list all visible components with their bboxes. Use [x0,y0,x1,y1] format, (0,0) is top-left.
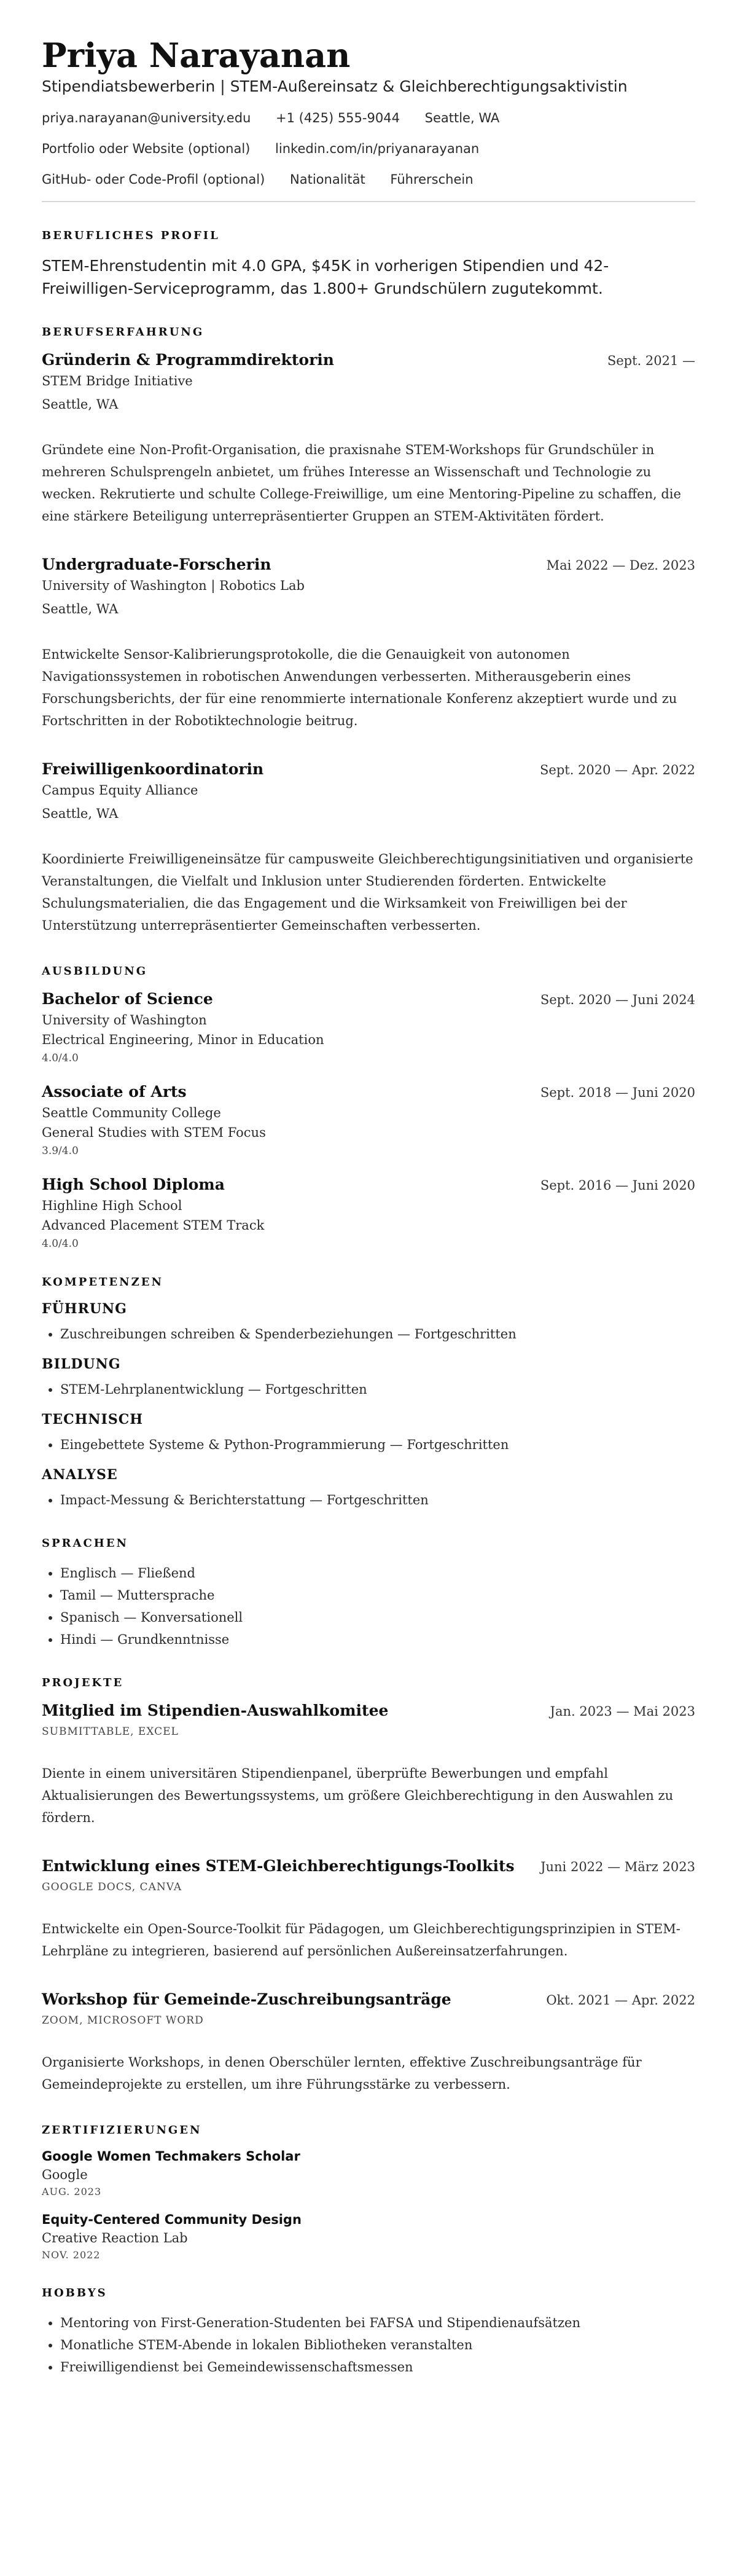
skill-category: ANALYSE [42,1467,118,1483]
candidate-name: Priya Narayanan [42,36,351,75]
language-list [42,1562,695,1651]
contact-row-3 [42,170,695,189]
projects-section [42,1676,695,2095]
hobby-item: • Monatliche STEM-Abende in lokalen Bibliotheken veranstalten [60,2334,695,2356]
job-title: Freiwilligenkoordinatorin [42,760,264,778]
certification-date: NOV. 2022 [42,2249,101,2261]
job-dates: Mai 2022 — Dez. 2023 [546,558,695,573]
contact-github[interactable]: GitHub- oder Code-Profil (optional) [42,172,265,187]
project-dates: Okt. 2021 — Apr. 2022 [546,1993,695,2008]
certifications-section [42,2124,695,2261]
certification-date: AUG. 2023 [42,2186,102,2197]
certifications-heading: ZERTIFIZIERUNGEN [42,2124,202,2137]
contact-portfolio[interactable]: Portfolio oder Website (optional) [42,141,251,156]
school-name: University of Washington [42,1013,207,1027]
job-organization: University of Washington | Robotics Lab [42,578,305,593]
gpa-value: 3.9/4.0 [42,1145,79,1157]
project-title: Entwicklung eines STEM-Gleichberechtigungs-Toolkits [42,1857,515,1875]
project-dates: Jan. 2023 — Mai 2023 [550,1704,695,1719]
certification-issuer: Google [42,2167,88,2182]
field-of-study: Advanced Placement STEM Track [42,1218,265,1233]
projects-heading: PROJEKTE [42,1676,124,1689]
education-entry [42,1176,695,1250]
job-dates: Sept. 2020 — Apr. 2022 [540,763,695,777]
project-entry [42,1702,695,1829]
gpa-value: 4.0/4.0 [42,1238,79,1250]
experience-entry [42,556,695,732]
skill-item: • Impact-Messung & Berichterstattung — Fortgeschritten [60,1489,695,1511]
certification-name: Equity-Centered Community Design [42,2212,302,2227]
skill-item: • Eingebettete Systeme & Python-Programmierung — Fortgeschritten [60,1434,695,1456]
experience-entry [42,760,695,937]
skill-item: • STEM-Lehrplanentwicklung — Fortgeschritten [60,1378,695,1400]
skills-heading: KOMPETENZEN [42,1276,163,1289]
experience-section [42,326,695,937]
project-tools: SUBMITTABLE, EXCEL [42,1726,179,1738]
profile-heading: BERUFLICHES PROFIL [42,229,220,242]
project-description: Organisierte Workshops, in denen Oberschüler lernten, effektive Zuschreibungsanträge für Gemeindeprojekte zu erstellen, um ihre Führungsstärke zu verbessern. [42,2055,642,2092]
job-location: Seattle, WA [42,397,119,412]
certification-entry [42,2149,695,2197]
skill-category: FÜHRUNG [42,1301,127,1317]
degree-dates: Sept. 2016 — Juni 2020 [540,1178,695,1193]
skill-list [42,1434,695,1456]
field-of-study: Electrical Engineering, Minor in Education [42,1032,324,1047]
contact-row-2 [42,139,695,158]
language-item: • Englisch — Fließend [60,1562,695,1584]
contact-nationality: Nationalität [290,172,365,187]
education-entry [42,990,695,1064]
candidate-headline: Stipendiatsbewerberin | STEM-Außereinsatz & Gleichberechtigungsaktivistin [42,77,628,95]
degree-title: Associate of Arts [42,1083,187,1101]
school-name: Seattle Community College [42,1105,221,1120]
job-description: Gründete eine Non-Profit-Organisation, die praxisnahe STEM-Workshops für Grundschüler in mehreren Schulsprengeln anbietet, um frühes Interesse an Wissenschaft und Technologie zu wecken. Rekrutierte und schulte College-Freiwillige, um eine Mentoring-Pipeline zu schaffen, die eine stärkere Beteiligung unterrepräsentierter Gruppen an STEM-Aktivitäten fördert. [42,442,681,524]
job-title: Undergraduate-Forscherin [42,556,271,573]
project-dates: Juni 2022 — März 2023 [540,1859,695,1874]
header-divider [42,201,695,202]
contact-linkedin[interactable]: linkedin.com/in/priyanarayanan [275,141,480,156]
project-description: Diente in einem universitären Stipendienpanel, überprüfte Bewerbungen und empfahl Aktualisierungen des Bewertungssystems, um größere Gleichberechtigung in den Auswahlen zu fördern. [42,1766,674,1825]
language-item: • Spanisch — Konversationell [60,1606,695,1628]
hobby-item: • Freiwilligendienst bei Gemeindewissenschaftsmessen [60,2356,695,2378]
hobby-item: • Mentoring von First-Generation-Studenten bei FAFSA und Stipendienaufsätzen [60,2312,695,2334]
job-description: Entwickelte Sensor-Kalibrierungsprotokolle, die die Genauigkeit von autonomen Navigationssystemen in robotischen Anwendungen verbesserten. Mitherausgeberin eines Forschungsberichts, der für eine renommierte internationale Konferenz akzeptiert wurde und zu Fortschritten in der Robotiktechnologie beitrug. [42,647,677,728]
hobby-list [42,2312,695,2378]
school-name: Highline High School [42,1198,182,1213]
skills-section [42,1276,695,1511]
language-item: • Tamil — Muttersprache [60,1584,695,1606]
job-title: Gründerin & Programmdirektorin [42,351,334,369]
project-description: Entwickelte ein Open-Source-Toolkit für Pädagogen, um Gleichberechtigungsprinzipien in STEM-Lehrpläne zu integrieren, basierend auf persönlichen Außereinsatzerfahrungen. [42,1922,680,1958]
job-organization: Campus Equity Alliance [42,783,198,798]
project-title: Mitglied im Stipendien-Auswahlkomitee [42,1702,389,1719]
certification-issuer: Creative Reaction Lab [42,2231,188,2245]
degree-title: Bachelor of Science [42,990,213,1008]
job-organization: STEM Bridge Initiative [42,374,193,388]
hobbies-heading: HOBBYS [42,2287,107,2299]
skill-category: BILDUNG [42,1356,121,1372]
hobbies-section [42,2287,695,2378]
experience-entry [42,351,695,527]
languages-heading: SPRACHEN [42,1537,128,1550]
contact-phone[interactable]: +1 (425) 555-9044 [276,111,400,125]
contact-email[interactable]: priya.narayanan@university.edu [42,111,251,125]
profile-section [42,229,695,300]
skill-item: • Zuschreibungen schreiben & Spenderbeziehungen — Fortgeschritten [60,1323,695,1345]
education-heading: AUSBILDUNG [42,965,148,978]
skill-list [42,1489,695,1511]
degree-dates: Sept. 2018 — Juni 2020 [540,1085,695,1100]
job-description: Koordinierte Freiwilligeneinsätze für campusweite Gleichberechtigungsinitiativen und organisierte Veranstaltungen, die Vielfalt und Inklusion unter Studierenden förderten. Entwickelte Schulungsmaterialien, die das Engagement und die Wirksamkeit von Freiwilligen bei der Unterstützung unterrepräsentierter Gemeinschaften verbesserten. [42,852,693,933]
degree-title: High School Diploma [42,1176,225,1193]
project-entry [42,1990,695,2095]
resume-header [42,34,695,189]
education-section [42,965,695,1250]
language-item: • Hindi — Grundkenntnisse [60,1628,695,1651]
skill-list [42,1378,695,1400]
certification-entry [42,2212,695,2261]
contact-row-1 [42,109,695,127]
project-entry [42,1857,695,1962]
project-title: Workshop für Gemeinde-Zuschreibungsanträge [42,1990,451,2008]
profile-summary: STEM-Ehrenstudentin mit 4.0 GPA, $45K in vorherigen Stipendien und 42-Freiwilligen-Serviceprogramm, das 1.800+ Grundschülern zugutekommt. [42,257,609,297]
project-tools: ZOOM, MICROSOFT WORD [42,2014,204,2027]
job-dates: Sept. 2021 — [607,353,695,368]
contact-license: Führerschein [390,172,474,187]
experience-heading: BERUFSERFAHRUNG [42,326,205,339]
contact-location: Seattle, WA [424,111,500,125]
education-entry [42,1083,695,1157]
certification-name: Google Women Techmakers Scholar [42,2149,300,2164]
job-location: Seattle, WA [42,806,119,821]
job-location: Seattle, WA [42,602,119,616]
gpa-value: 4.0/4.0 [42,1052,79,1064]
project-tools: GOOGLE DOCS, CANVA [42,1881,182,1893]
degree-dates: Sept. 2020 — Juni 2024 [540,992,695,1007]
languages-section [42,1537,695,1651]
skill-category: TECHNISCH [42,1412,144,1427]
field-of-study: General Studies with STEM Focus [42,1125,266,1140]
skill-list [42,1323,695,1345]
